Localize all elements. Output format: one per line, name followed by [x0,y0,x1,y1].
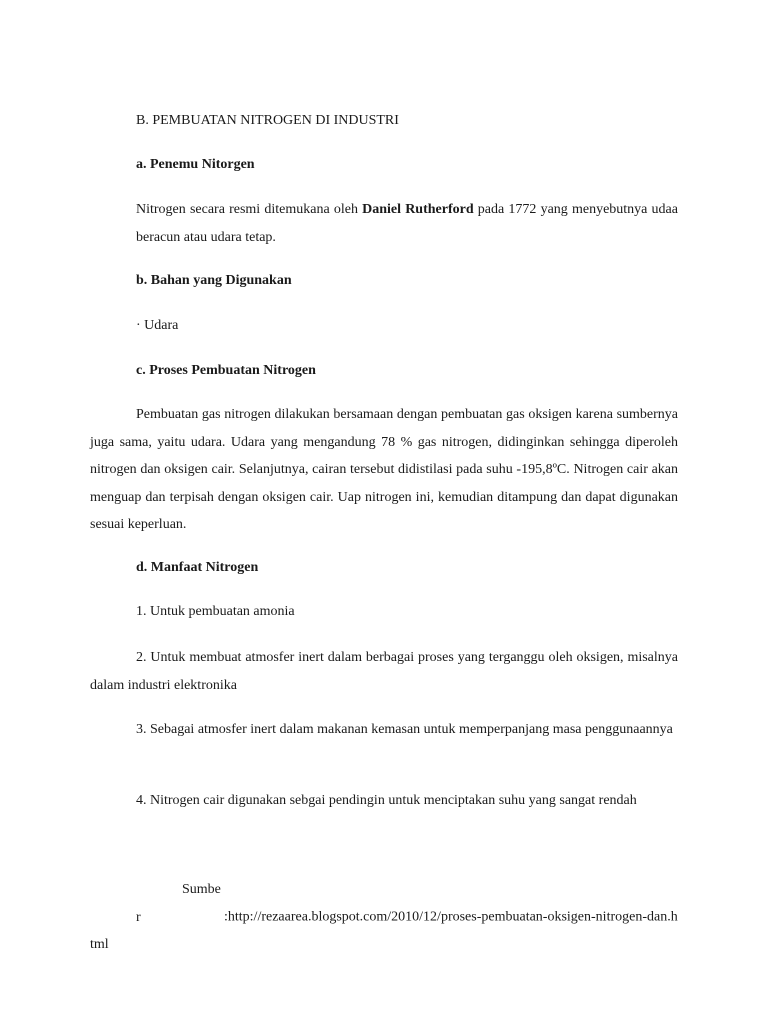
section-b-heading: b. Bahan yang Digunakan [136,273,292,288]
section-c-paragraph: Pembuatan gas nitrogen dilakukan bersamaan dengan pembuatan gas oksigen karena sumbernya juga sama, yaitu udara. Udara yang mengandung 78 % gas nitrogen, didinginkan sehingga diperoleh nitrogen dan oksigen cair. Selanjutnya, cairan tersebut didistilasi pada suhu -195,8ºC. Nitrogen cair akan menguap dan terpisah dengan oksigen cair. Uap nitrogen ini, kemudian ditampung dan dapat digunakan sesuai keperluan. [90,407,678,532]
section-a-paragraph [90,196,678,251]
document-title: B. PEMBUATAN NITROGEN DI INDUSTRI [136,113,399,128]
section-d-heading: d. Manfaat Nitrogen [136,560,259,575]
list-item: 2. Untuk membuat atmosfer inert dalam berbagai proses yang terganggu oleh oksigen, misalnya dalam industri elektronika [90,650,678,693]
section-a-text-before: Nitrogen secara resmi ditemukana oleh [136,202,363,217]
list-item: 4. Nitrogen cair digunakan sebgai pendingin untuk menciptakan suhu yang sangat rendah [136,793,637,808]
source-line [90,876,678,959]
section-a-heading: a. Penemu Nitorgen [136,157,255,172]
list-item: 3. Sebagai atmosfer inert dalam makanan kemasan untuk memperpanjang masa penggunaannya [136,722,673,737]
list-item: 1. Untuk pembuatan amonia [136,604,295,619]
source-label: Sumber [136,882,221,925]
discoverer-name: Daniel Rutherford [362,202,474,217]
section-b-item: · Udara [136,318,179,333]
source-url: :http://rezaarea.blogspot.com/2010/12/proses-pembuatan-oksigen-nitrogen-dan.html [90,909,678,952]
section-c-heading: c. Proses Pembuatan Nitrogen [136,363,316,378]
section-a-text-after: pada 1772 yang menyebutnya udaa beracun atau udara tetap. [136,202,678,245]
